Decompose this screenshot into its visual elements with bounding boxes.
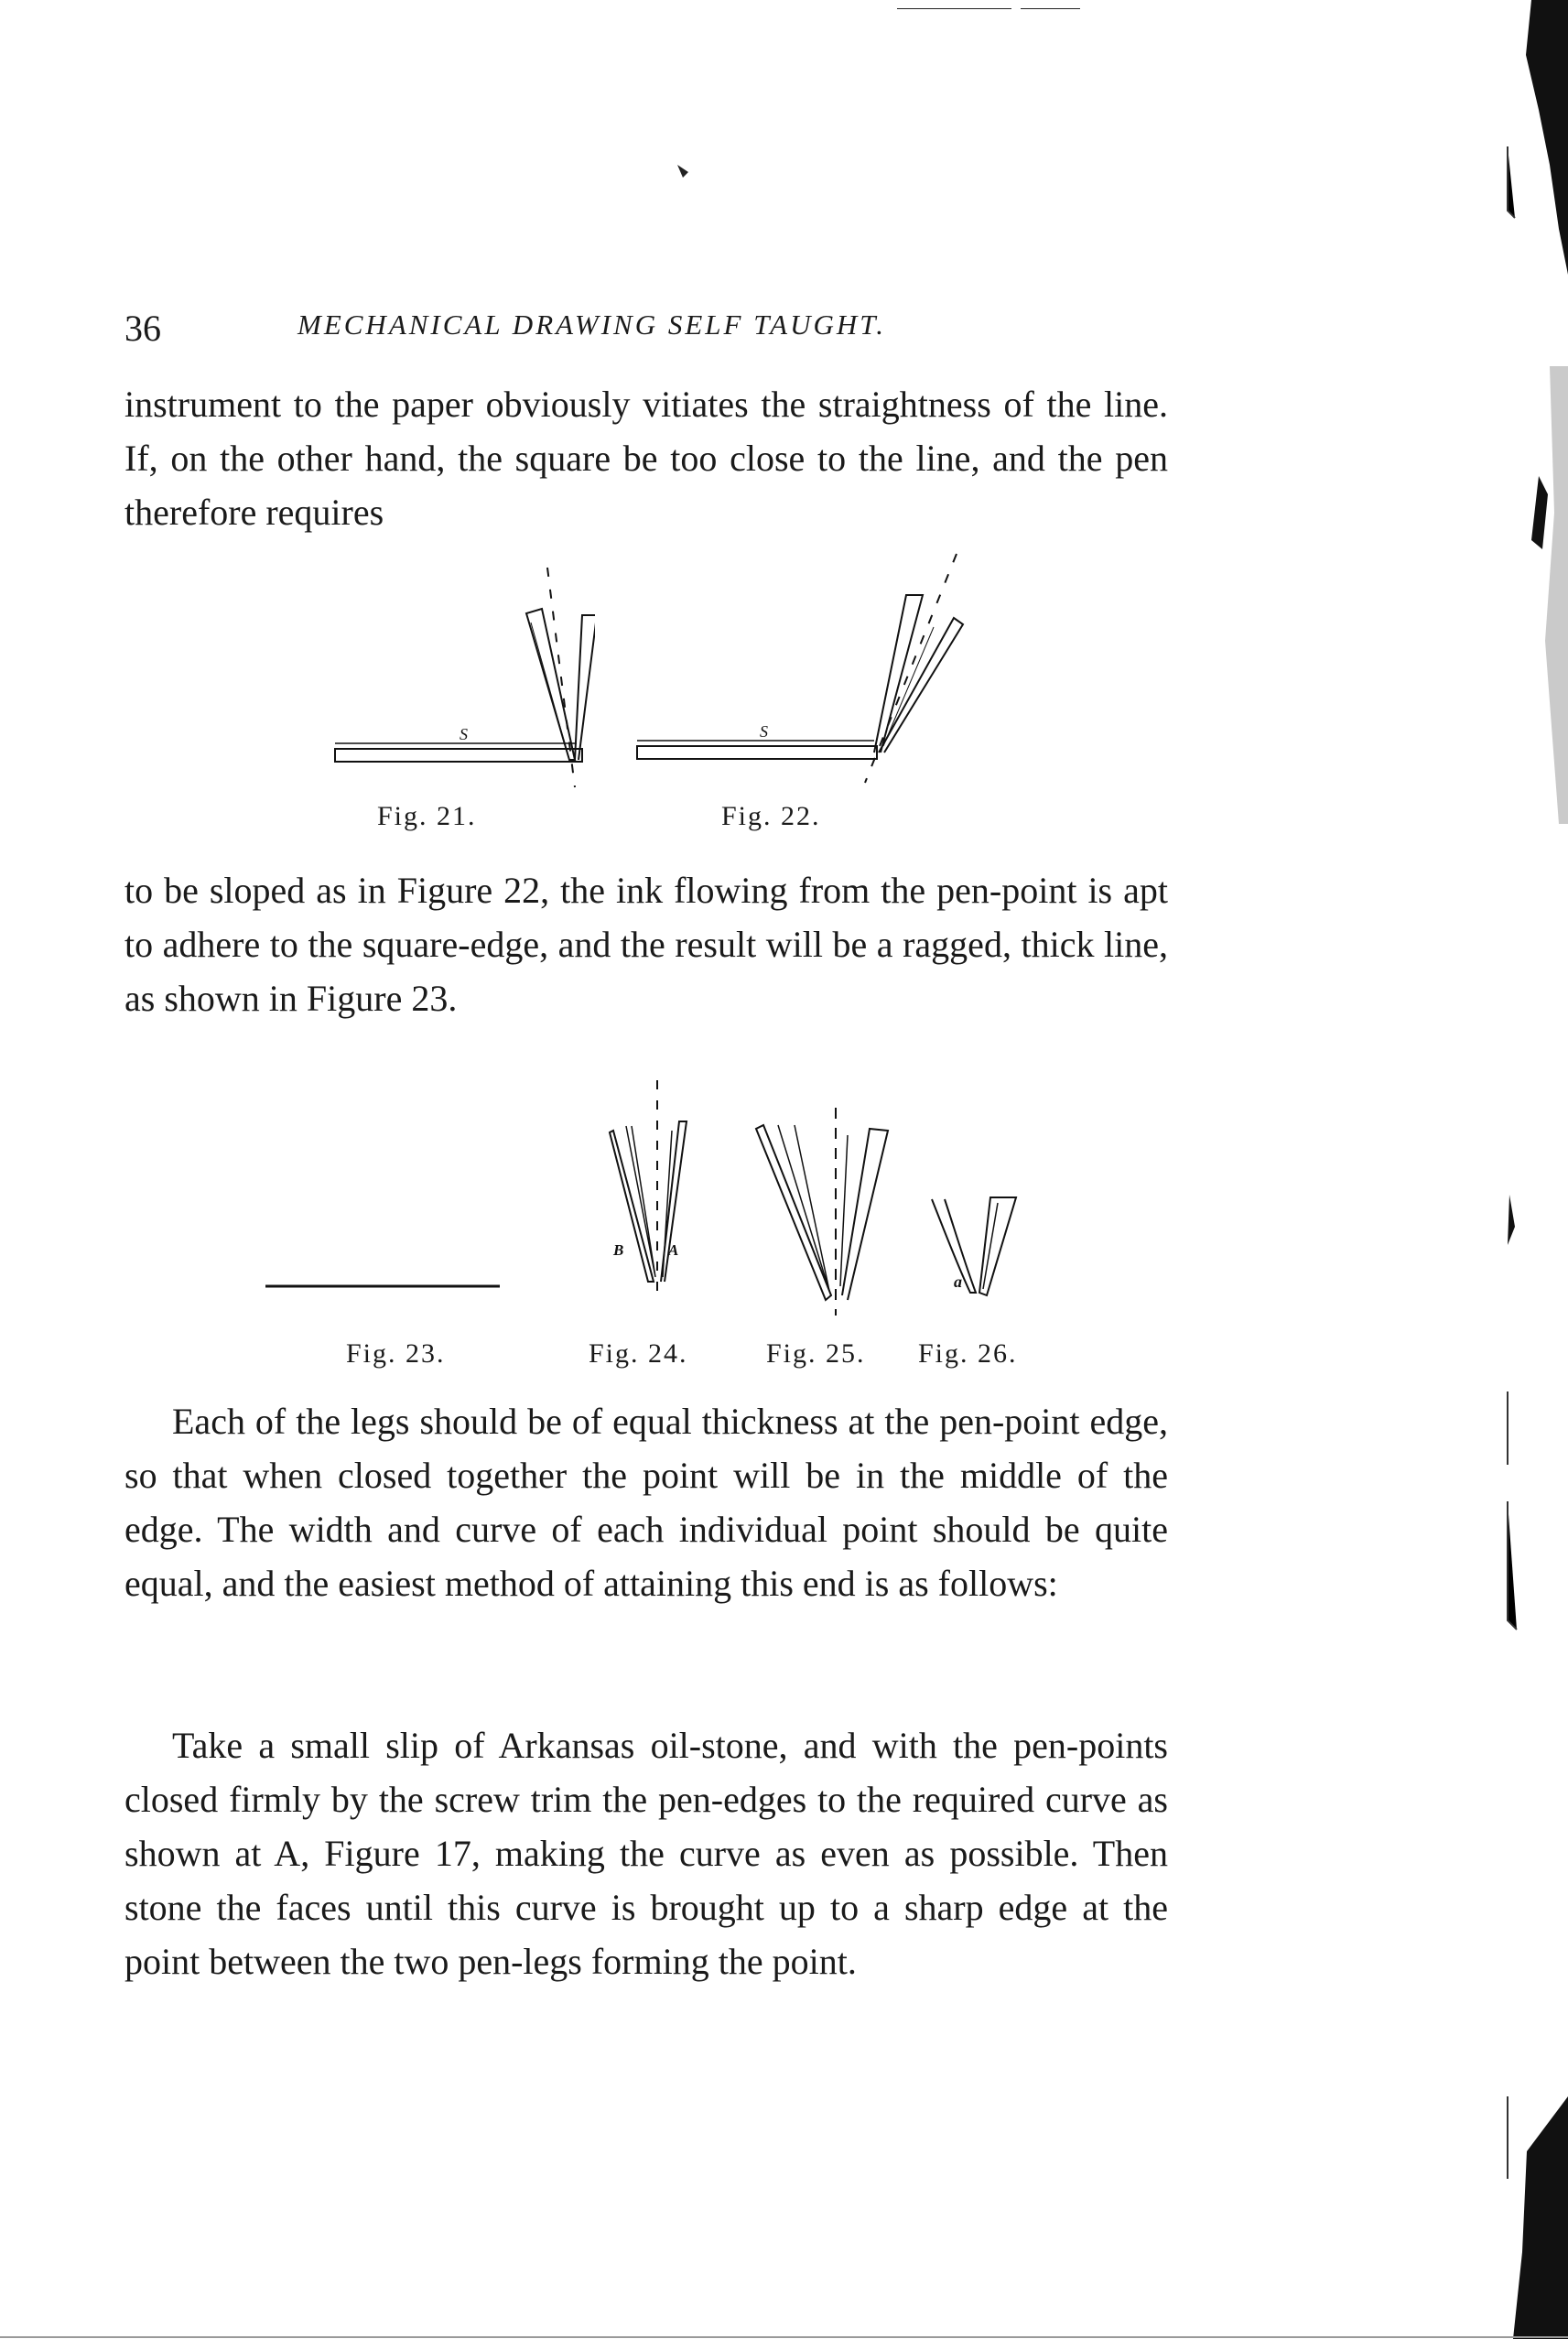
running-title: MECHANICAL DRAWING SELF TAUGHT.: [297, 309, 886, 341]
scan-bottom-rule: [0, 2336, 1568, 2338]
page-number: 36: [124, 308, 161, 349]
paragraph-1: instrument to the paper obviously vitiates the straightness of the line. If, on the other hand, the square be too close to the line, and the pen therefore requires: [124, 384, 1168, 533]
paragraph-2: to be sloped as in Figure 22, the ink flowing from the pen-point is apt to adhere to the square-edge, and the result will be a ragged, thick line, as shown in Figure 23.: [124, 870, 1168, 1019]
scan-speck: [676, 163, 694, 181]
figure-23: [264, 1277, 502, 1295]
figure-26: [925, 1190, 1025, 1309]
figure-25: [751, 1103, 897, 1323]
fig22-label-s: S: [760, 722, 768, 741]
fig21-label-s: S: [460, 725, 468, 743]
fig24-label-a: A: [668, 1241, 679, 1259]
fig22-caption: Fig. 22.: [721, 801, 821, 831]
page-edge-artifact: [1431, 0, 1568, 2339]
figure-24: [595, 1076, 696, 1295]
fig23-caption: Fig. 23.: [346, 1338, 446, 1369]
figure-21: [330, 558, 595, 796]
fig21-caption: Fig. 21.: [377, 801, 477, 831]
fig26-caption: Fig. 26.: [918, 1338, 1018, 1369]
fig24-caption: Fig. 24.: [589, 1338, 688, 1369]
paragraph-3: Each of the legs should be of equal thickness at the pen-point edge, so that when closed together the point will be in the middle of the edge. The width and curve of each individual point should be quite equal, and the easiest method of attaining this end is as follows:: [124, 1401, 1168, 1604]
figure-22: [632, 549, 979, 796]
fig25-caption: Fig. 25.: [766, 1338, 866, 1369]
scan-top-rule: [806, 7, 1172, 10]
paragraph-4: Take a small slip of Arkansas oil-stone, and with the pen-points closed firmly by the screw trim the pen-edges to the required curve as shown at A, Figure 17, making the curve as even as possible. Then stone the faces until this curve is brought up to a sharp edge at the point between the two pen-legs forming the point.: [124, 1725, 1168, 1982]
fig26-label-a: a: [954, 1272, 962, 1291]
fig24-label-b: B: [613, 1241, 624, 1259]
